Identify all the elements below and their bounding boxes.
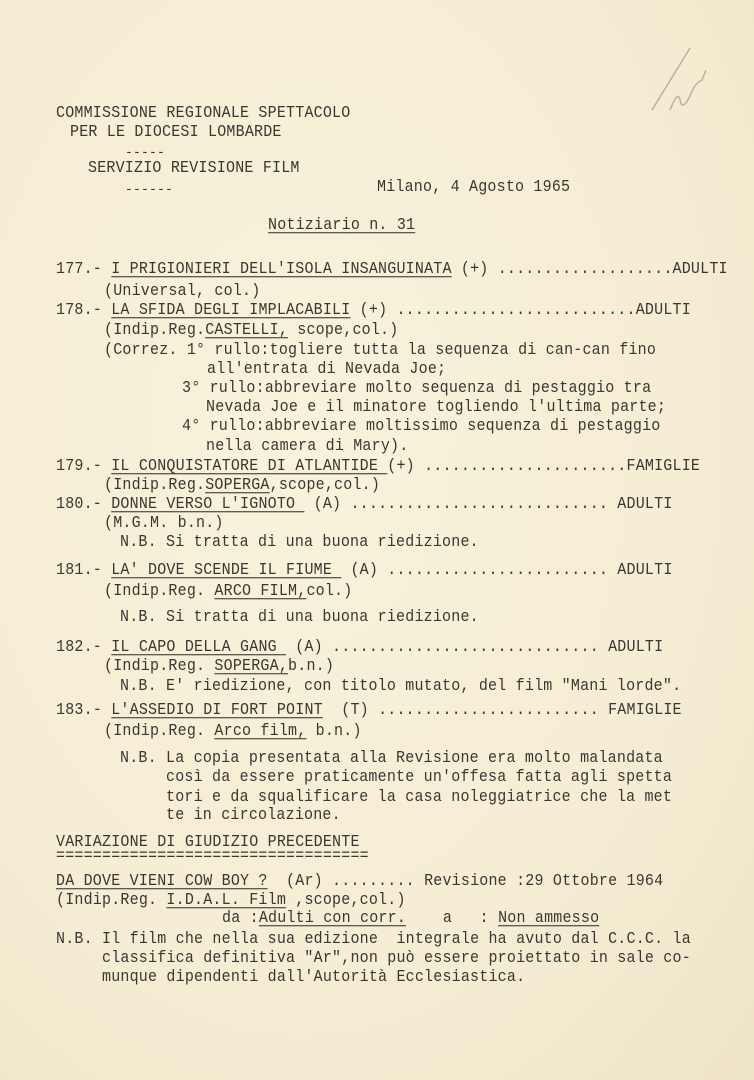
text-segment: (Correz. 1° rullo:togliere tutta la sequenza di can-can fino (104, 341, 657, 360)
text-line (166, 806, 341, 825)
text-line (56, 301, 691, 320)
text-line (182, 379, 651, 398)
underlined-text: SOPERGA, (214, 657, 289, 676)
text-segment: (M.G.M. b.n.) (104, 514, 224, 533)
text-line (222, 909, 599, 928)
text-segment: (Indip.Reg. (104, 722, 215, 741)
text-segment: munque dipendenti dall'Autorità Ecclesiastica. (102, 968, 526, 987)
text-segment: 183.- (56, 701, 112, 720)
service-name (88, 159, 300, 178)
underlined-text: Non ammesso (498, 909, 600, 928)
text-line (104, 657, 334, 676)
text-segment: ----- (125, 144, 166, 161)
underlined-text: DA DOVE VIENI COW BOY ? (56, 872, 268, 891)
org-name (56, 104, 350, 123)
org-subtitle (70, 123, 282, 142)
text-line (104, 321, 398, 340)
text-line (56, 872, 663, 891)
text-line (56, 561, 673, 580)
text-segment: (Universal, col.) (104, 282, 261, 301)
text-segment: N.B. Si tratta di una buona riedizione. (120, 608, 479, 627)
text-segment: da : (222, 909, 259, 928)
text-segment: N.B. Si tratta di una buona riedizione. (120, 533, 479, 552)
text-segment: 3° rullo:abbreviare molto sequenza di pestaggio tra (182, 379, 652, 398)
text-line (56, 701, 682, 720)
text-segment: 180.- (56, 495, 112, 514)
text-segment: (Ar) ......... Revisione :29 Ottobre 1964 (267, 872, 664, 891)
text-segment: ------ (125, 181, 174, 198)
bulletin-number (268, 216, 415, 235)
text-line (182, 417, 660, 436)
text-line (104, 582, 352, 601)
text-segment: 179.- (56, 457, 112, 476)
text-segment: (Indip.Reg. (104, 657, 215, 676)
text-segment: SERVIZIO REVISIONE FILM (88, 159, 300, 178)
text-line (104, 341, 656, 360)
text-segment: VARIAZIONE DI GIUDIZIO PRECEDENTE (56, 833, 360, 852)
text-segment: (A) ............................. ADULTI (286, 638, 664, 657)
text-segment: ,scope,col.) (286, 891, 406, 910)
text-line (207, 360, 446, 379)
text-line (104, 514, 224, 533)
underlined-text: SOPERGA (205, 476, 270, 495)
text-line (206, 437, 408, 456)
text-segment: a : (406, 909, 499, 928)
text-segment: COMMISSIONE REGIONALE SPETTACOLO (56, 104, 351, 123)
text-segment: N.B. E' riedizione, con titolo mutato, del film "Mani lorde". (120, 677, 682, 696)
text-segment: (+) ...................ADULTI (451, 260, 728, 279)
text-segment: b.n.) (306, 722, 362, 741)
text-segment: (Indip.Reg. (56, 891, 167, 910)
text-line (120, 608, 479, 627)
text-segment: ,scope,col.) (269, 476, 381, 495)
text-segment: (A) ............................ ADULTI (304, 495, 673, 514)
text-line (166, 788, 672, 807)
text-segment: N.B. La copia presentata alla Revisione era molto malandata (120, 749, 663, 768)
text-line (56, 891, 406, 910)
underlined-text: ARCO FILM, (214, 582, 307, 601)
text-line (104, 282, 260, 301)
underlined-text: CASTELLI, (205, 321, 289, 340)
underlined-text: LA SFIDA DEGLI IMPLACABILI (111, 301, 351, 320)
text-line (56, 457, 700, 476)
text-line (120, 749, 663, 768)
text-line (206, 398, 666, 417)
text-line (125, 180, 173, 199)
text-line (120, 533, 479, 552)
text-segment: 178.- (56, 301, 112, 320)
text-segment: (+) ......................FAMIGLIE (387, 457, 701, 476)
text-segment: (Indip.Reg. (104, 321, 206, 340)
text-line (104, 722, 362, 741)
text-segment: 177.- (56, 260, 112, 279)
text-segment: tori e da squalificare la casa noleggiatrice che la met (166, 788, 673, 807)
section-rule (56, 847, 369, 866)
underlined-text: Adulti con corr. (258, 909, 407, 928)
text-segment: scope,col.) (288, 321, 399, 340)
text-line (56, 495, 673, 514)
handwritten-initials-mark (650, 40, 710, 120)
text-segment: classifica definitiva "Ar",non può essere proiettato in sale co- (102, 949, 691, 968)
underlined-text: IL CONQUISTATORE DI ATLANTIDE (111, 457, 388, 476)
text-segment: (Indip.Reg. (104, 582, 215, 601)
text-segment: (T) ........................ FAMIGLIE (322, 701, 682, 720)
text-segment: N.B. Il film che nella sua edizione integrale ha avuto dal C.C.C. la (56, 930, 691, 949)
text-segment: 182.- (56, 638, 112, 657)
text-segment: Milano, 4 Agosto 1965 (377, 178, 571, 197)
text-segment: (+) ..........................ADULTI (350, 301, 691, 320)
text-line (120, 677, 681, 696)
text-segment: (Indip.Reg. (104, 476, 206, 495)
date (377, 178, 570, 197)
text-segment: (A) ........................ ADULTI (341, 561, 673, 580)
text-segment: b.n.) (288, 657, 335, 676)
underlined-text: Arco film, (214, 722, 307, 741)
text-segment: nella camera di Mary). (206, 437, 409, 456)
text-segment: ================================== (56, 847, 369, 866)
text-segment: col.) (306, 582, 353, 601)
underlined-text: L'ASSEDIO DI FORT POINT (111, 701, 323, 720)
text-segment: te in circolazione. (166, 806, 341, 825)
underlined-text: I.D.A.L. Film (166, 891, 287, 910)
text-line (166, 768, 672, 787)
text-line (56, 930, 691, 949)
underlined-text: DONNE VERSO L'IGNOTO (111, 495, 305, 514)
text-segment: all'entrata di Nevada Joe; (207, 360, 447, 379)
underlined-text: Notiziario n. 31 (268, 216, 416, 235)
text-segment: 4° rullo:abbreviare moltissimo sequenza di pestaggio (182, 417, 661, 436)
text-segment: Nevada Joe e il minatore togliendo l'ultima parte; (206, 398, 667, 417)
underlined-text: LA' DOVE SCENDE IL FIUME (111, 561, 342, 580)
underlined-text: I PRIGIONIERI DELL'ISOLA INSANGUINATA (111, 260, 452, 279)
underlined-text: IL CAPO DELLA GANG (111, 638, 287, 657)
text-line (56, 260, 728, 279)
text-line (102, 949, 691, 968)
text-segment: PER LE DIOCESI LOMBARDE (70, 123, 282, 142)
text-line (104, 476, 380, 495)
text-segment: così da essere praticamente un'offesa fatta agli spetta (166, 768, 673, 787)
text-line (56, 638, 663, 657)
text-segment: 181.- (56, 561, 112, 580)
text-line (102, 968, 525, 987)
